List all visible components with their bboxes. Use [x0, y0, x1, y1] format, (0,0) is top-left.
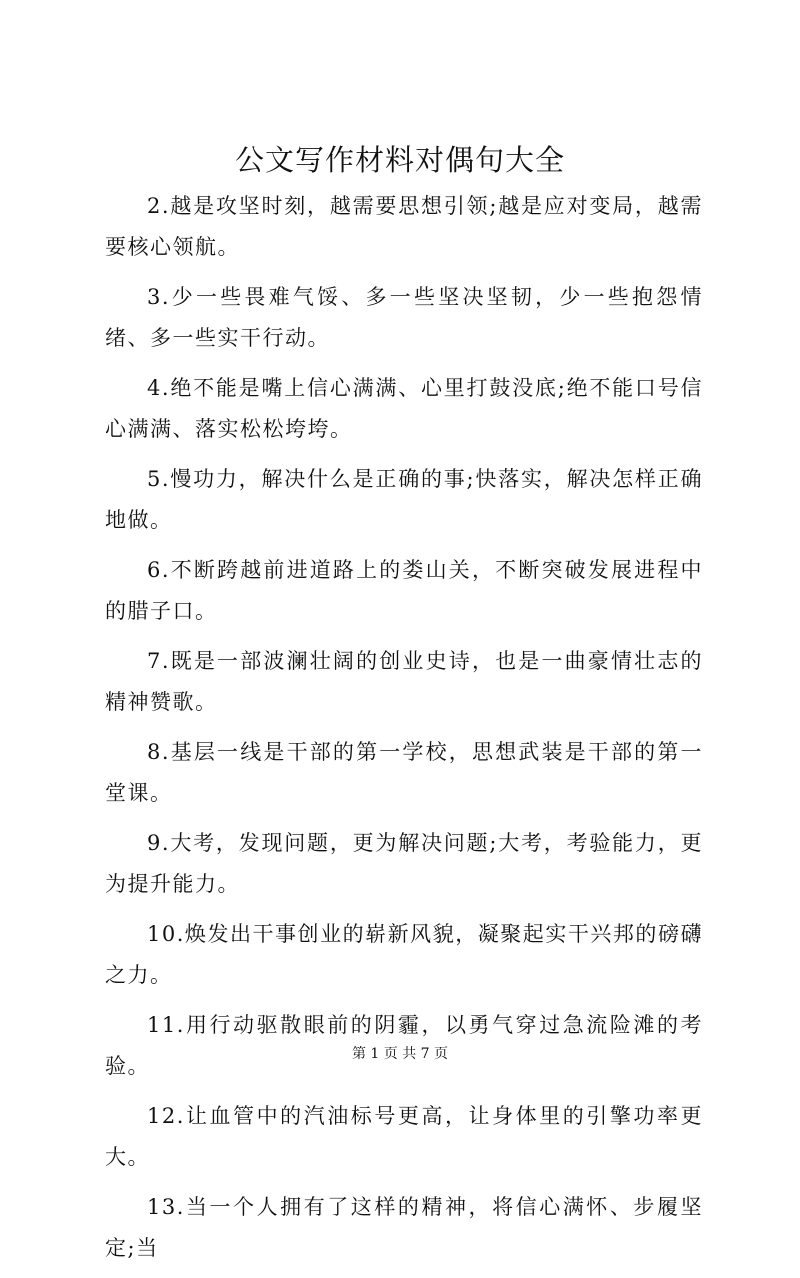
paragraph: 10.焕发出干事创业的崭新风貌，凝聚起实干兴邦的磅礴之力。: [105, 922, 703, 987]
paragraph: 12.让血管中的汽油标号更高，让身体里的引擎功率更大。: [105, 1104, 703, 1169]
page-footer: 第 1 页 共 7 页: [351, 1046, 449, 1062]
paragraph: 7.既是一部波澜壮阔的创业史诗，也是一曲豪情壮志的精神赞歌。: [105, 649, 703, 714]
paragraph: 8.基层一线是干部的第一学校，思想武装是干部的第一堂课。: [105, 740, 703, 805]
paragraph: 6.不断跨越前进道路上的娄山关，不断突破发展进程中的腊子口。: [105, 558, 703, 623]
paragraph: 11.用行动驱散眼前的阴霾，以勇气穿过急流险滩的考验。: [105, 1013, 703, 1078]
paragraph: 3.少一些畏难气馁、多一些坚决坚韧，少一些抱怨情绪、多一些实干行动。: [105, 285, 703, 350]
paragraph: 2.越是攻坚时刻，越需要思想引领;越是应对变局，越需要核心领航。: [105, 194, 703, 259]
document-body: [105, 186, 703, 1278]
paragraph: 13.当一个人拥有了这样的精神，将信心满怀、步履坚定;当: [105, 1195, 703, 1260]
paragraph: 5.慢功力，解决什么是正确的事;快落实，解决怎样正确地做。: [105, 467, 703, 532]
document-title: 公文写作材料对偶句大全: [234, 143, 565, 177]
paragraph: 4.绝不能是嘴上信心满满、心里打鼓没底;绝不能口号信心满满、落实松松垮垮。: [105, 376, 703, 441]
paragraph: 9.大考，发现问题，更为解决问题;大考，考验能力，更为提升能力。: [105, 831, 703, 896]
